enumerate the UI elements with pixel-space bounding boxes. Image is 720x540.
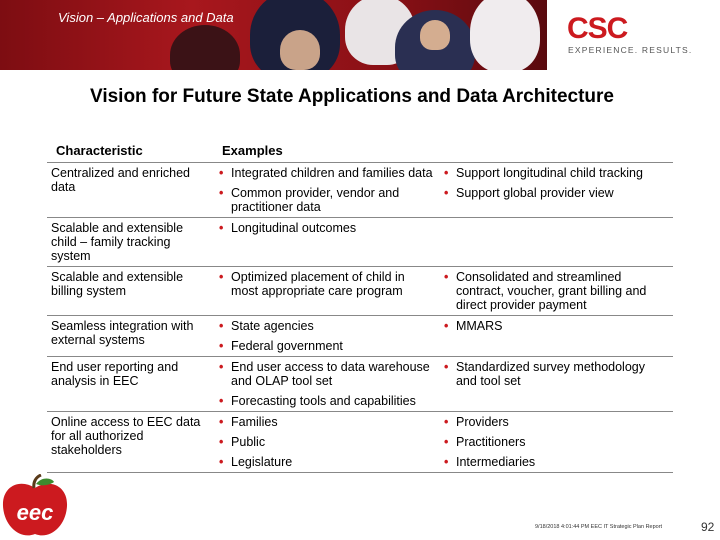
- bullet-item: • Support global provider view: [442, 186, 669, 200]
- column-header-examples: Examples: [222, 143, 283, 158]
- logo-tagline: EXPERIENCE. RESULTS.: [568, 45, 693, 55]
- example-cell: [213, 316, 438, 357]
- bullet-item: • State agencies: [217, 319, 434, 333]
- bullet-item: • Optimized placement of child in most appropriate care program: [217, 270, 434, 298]
- characteristic-cell: Scalable and extensible billing system: [47, 267, 213, 316]
- bullet-item: • Practitioners: [442, 435, 669, 449]
- example-detail-cell: [438, 267, 673, 316]
- characteristic-cell: End user reporting and analysis in EEC: [47, 357, 213, 412]
- eec-logo-text: eec: [16, 500, 54, 525]
- bullet-item: • Federal government: [217, 339, 434, 353]
- bullet-item: • Families: [217, 415, 434, 429]
- bullet-item: • Longitudinal outcomes: [217, 221, 434, 235]
- bullet-list: [217, 221, 434, 235]
- page-title: Vision for Future State Applications and Data Architecture: [90, 86, 614, 107]
- bullet-item: • Legislature: [217, 455, 434, 469]
- eec-apple-logo: [0, 474, 70, 540]
- bullet-list: [442, 415, 669, 469]
- bullet-item: • Intermediaries: [442, 455, 669, 469]
- bullet-list: [442, 319, 669, 333]
- header-banner: [0, 0, 720, 70]
- bullet-item: • Forecasting tools and capabilities: [217, 394, 434, 408]
- characteristic-cell: Seamless integration with external systems: [47, 316, 213, 357]
- logo-mark: CSC: [567, 12, 628, 45]
- table-row: [47, 357, 673, 412]
- example-cell: [213, 267, 438, 316]
- bullet-item: • Providers: [442, 415, 669, 429]
- table-row: [47, 412, 673, 473]
- table-row: [47, 163, 673, 218]
- example-detail-cell: [438, 316, 673, 357]
- table-row: [47, 218, 673, 267]
- bullet-item: • Consolidated and streamlined contract, voucher, grant billing and direct provider payment: [442, 270, 669, 312]
- characteristic-cell: Centralized and enriched data: [47, 163, 213, 218]
- header-title: Vision – Applications and Data: [58, 10, 234, 25]
- example-detail-cell: [438, 218, 673, 267]
- vision-table: [47, 162, 673, 473]
- bullet-item: • End user access to data warehouse and OLAP tool set: [217, 360, 434, 388]
- table-row: [47, 267, 673, 316]
- bullet-list: [217, 319, 434, 353]
- csc-logo: [567, 12, 707, 58]
- bullet-list: [217, 166, 434, 214]
- example-cell: [213, 218, 438, 267]
- bullet-item: • MMARS: [442, 319, 669, 333]
- bullet-list: [442, 360, 669, 388]
- bullet-item: • Support longitudinal child tracking: [442, 166, 669, 180]
- bullet-list: [217, 415, 434, 469]
- bullet-list: [442, 166, 669, 200]
- example-cell: [213, 412, 438, 473]
- bullet-item: • Public: [217, 435, 434, 449]
- bullet-list: [442, 270, 669, 312]
- bullet-item: • Standardized survey methodology and tool set: [442, 360, 669, 388]
- example-detail-cell: [438, 357, 673, 412]
- example-detail-cell: [438, 163, 673, 218]
- bullet-item: • Integrated children and families data: [217, 166, 434, 180]
- footer-note: 9/18/2018 4:01:44 PM EEC IT Strategic Plan Report: [535, 524, 663, 530]
- column-header-characteristic: Characteristic: [56, 143, 143, 158]
- table-row: [47, 316, 673, 357]
- example-detail-cell: [438, 412, 673, 473]
- characteristic-cell: Scalable and extensible child – family tracking system: [47, 218, 213, 267]
- bullet-list: [217, 270, 434, 298]
- page-number: 92: [701, 520, 715, 534]
- example-cell: [213, 357, 438, 412]
- characteristic-cell: Online access to EEC data for all authorized stakeholders: [47, 412, 213, 473]
- bullet-list: [217, 360, 434, 408]
- example-cell: [213, 163, 438, 218]
- bullet-item: • Common provider, vendor and practitioner data: [217, 186, 434, 214]
